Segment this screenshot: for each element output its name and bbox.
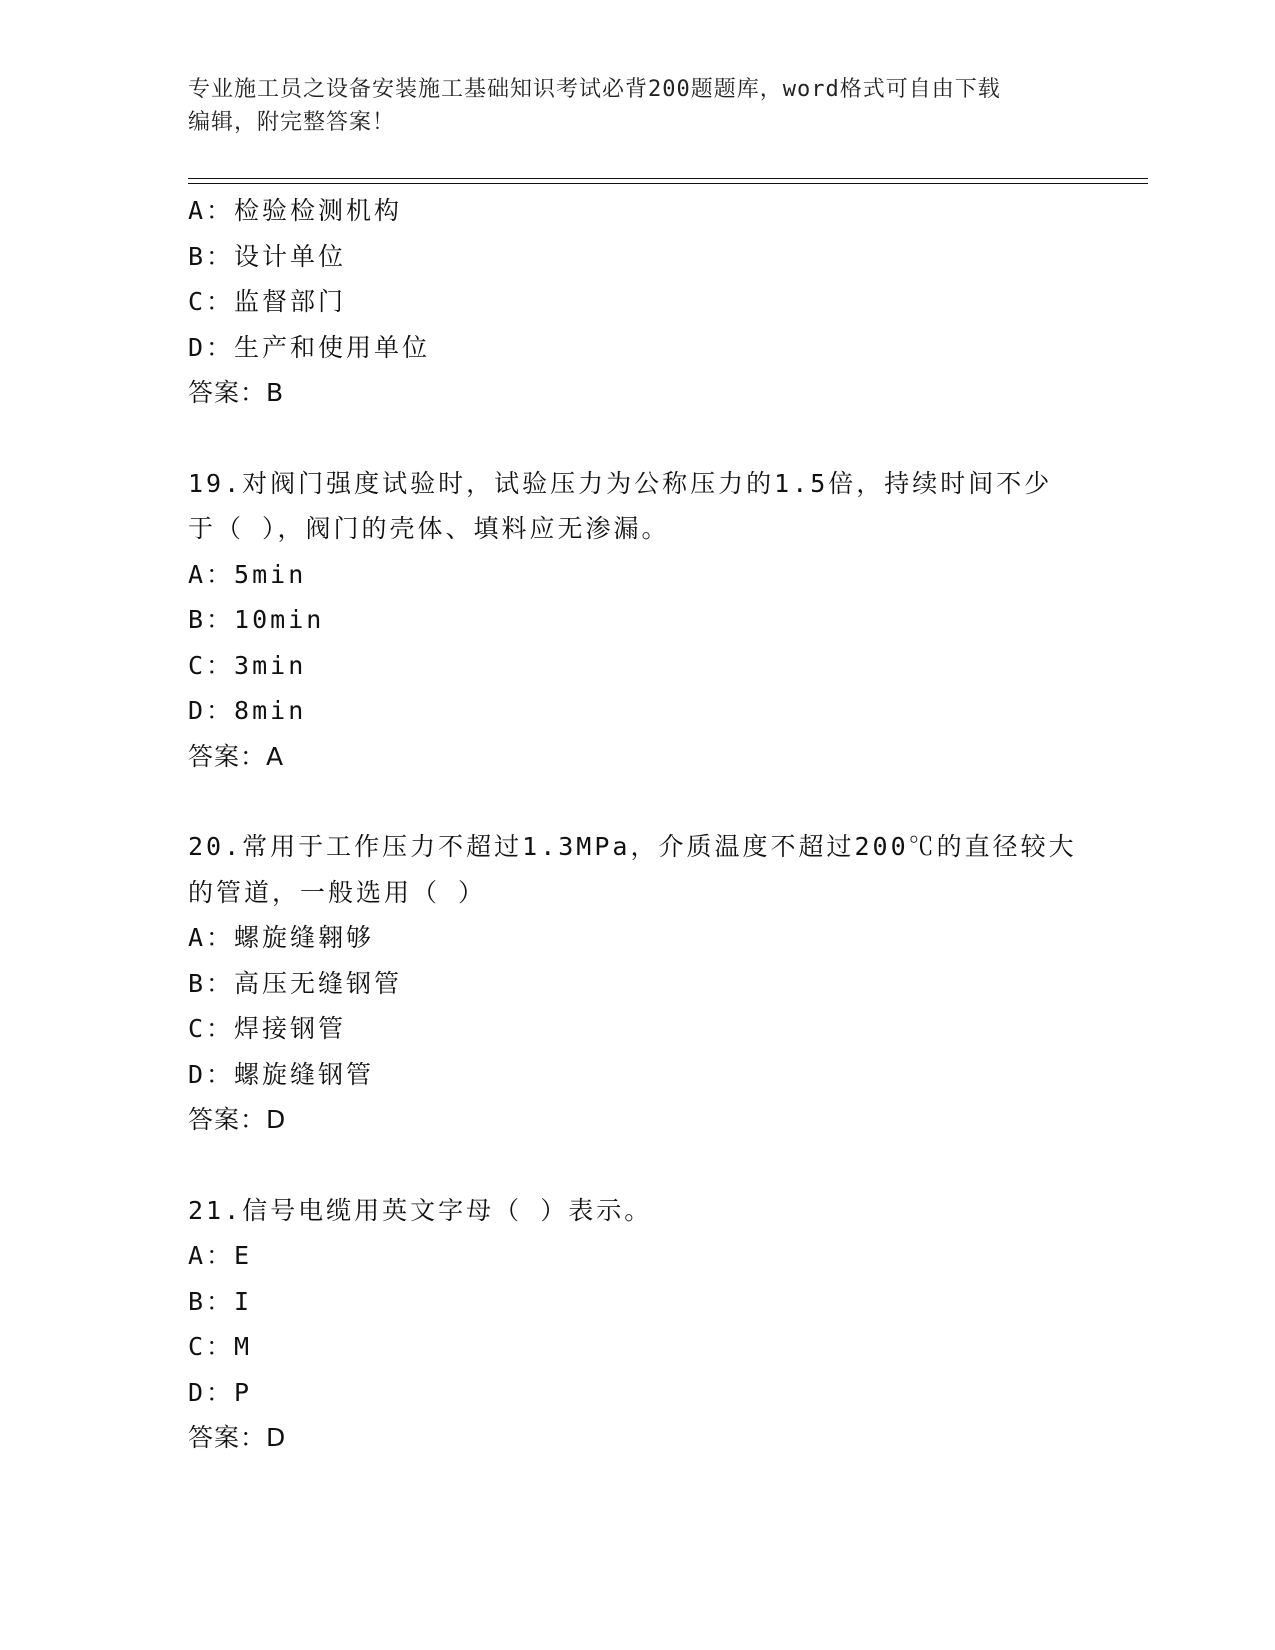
answer: 答案：A bbox=[188, 741, 285, 771]
option-a: A：检验检测机构 bbox=[188, 196, 403, 225]
option-a: A：螺旋缝翱够 bbox=[188, 923, 375, 952]
question-20 bbox=[188, 824, 1088, 1143]
question-stem: 20.常用于工作压力不超过1.3MPa，介质温度不超过200℃的直径较大 bbox=[188, 832, 1077, 861]
spacer bbox=[188, 1143, 1088, 1188]
header-line-1: 专业施工员之设备安装施工基础知识考试必背200题题库，word格式可自由下载 bbox=[188, 77, 1001, 102]
option-a: A：E bbox=[188, 1241, 253, 1270]
option-d: D：8min bbox=[188, 696, 307, 725]
option-b: B：I bbox=[188, 1286, 253, 1316]
header-line-2: 编辑，附完整答案！ bbox=[188, 110, 396, 135]
question-21 bbox=[188, 1188, 1088, 1461]
option-b: B：设计单位 bbox=[188, 241, 347, 271]
question-19 bbox=[188, 461, 1088, 780]
header-divider-top bbox=[188, 178, 1148, 179]
document-header bbox=[188, 73, 1088, 139]
answer: 答案：D bbox=[188, 1423, 287, 1452]
question-stem: 21.信号电缆用英文字母（ ）表示。 bbox=[188, 1195, 653, 1225]
header-divider-bottom bbox=[188, 183, 1148, 184]
answer: 答案：D bbox=[188, 1105, 287, 1134]
spacer bbox=[188, 416, 1088, 461]
option-c: C：M bbox=[188, 1332, 253, 1361]
option-c: C：焊接钢管 bbox=[188, 1014, 347, 1043]
option-b: B：10min bbox=[188, 605, 325, 634]
answer: 答案：B bbox=[188, 378, 285, 407]
question-stem-cont: 的管道，一般选用（ ） bbox=[188, 877, 487, 907]
option-d: D：P bbox=[188, 1377, 253, 1407]
question-stem: 19.对阀门强度试验时，试验压力为公称压力的1.5倍，持续时间不少 bbox=[188, 468, 1053, 498]
option-b: B：高压无缝钢管 bbox=[188, 968, 403, 998]
option-c: C：3min bbox=[188, 650, 307, 680]
option-a: A：5min bbox=[188, 559, 307, 589]
option-c: C：监督部门 bbox=[188, 287, 347, 316]
option-d: D：生产和使用单位 bbox=[188, 332, 431, 362]
spacer bbox=[188, 779, 1088, 824]
option-d: D：螺旋缝钢管 bbox=[188, 1059, 375, 1089]
question-list bbox=[188, 188, 1088, 1461]
question-stem-cont: 于（ ），阀门的壳体、填料应无渗漏。 bbox=[188, 514, 670, 543]
question-18 bbox=[188, 188, 1088, 416]
